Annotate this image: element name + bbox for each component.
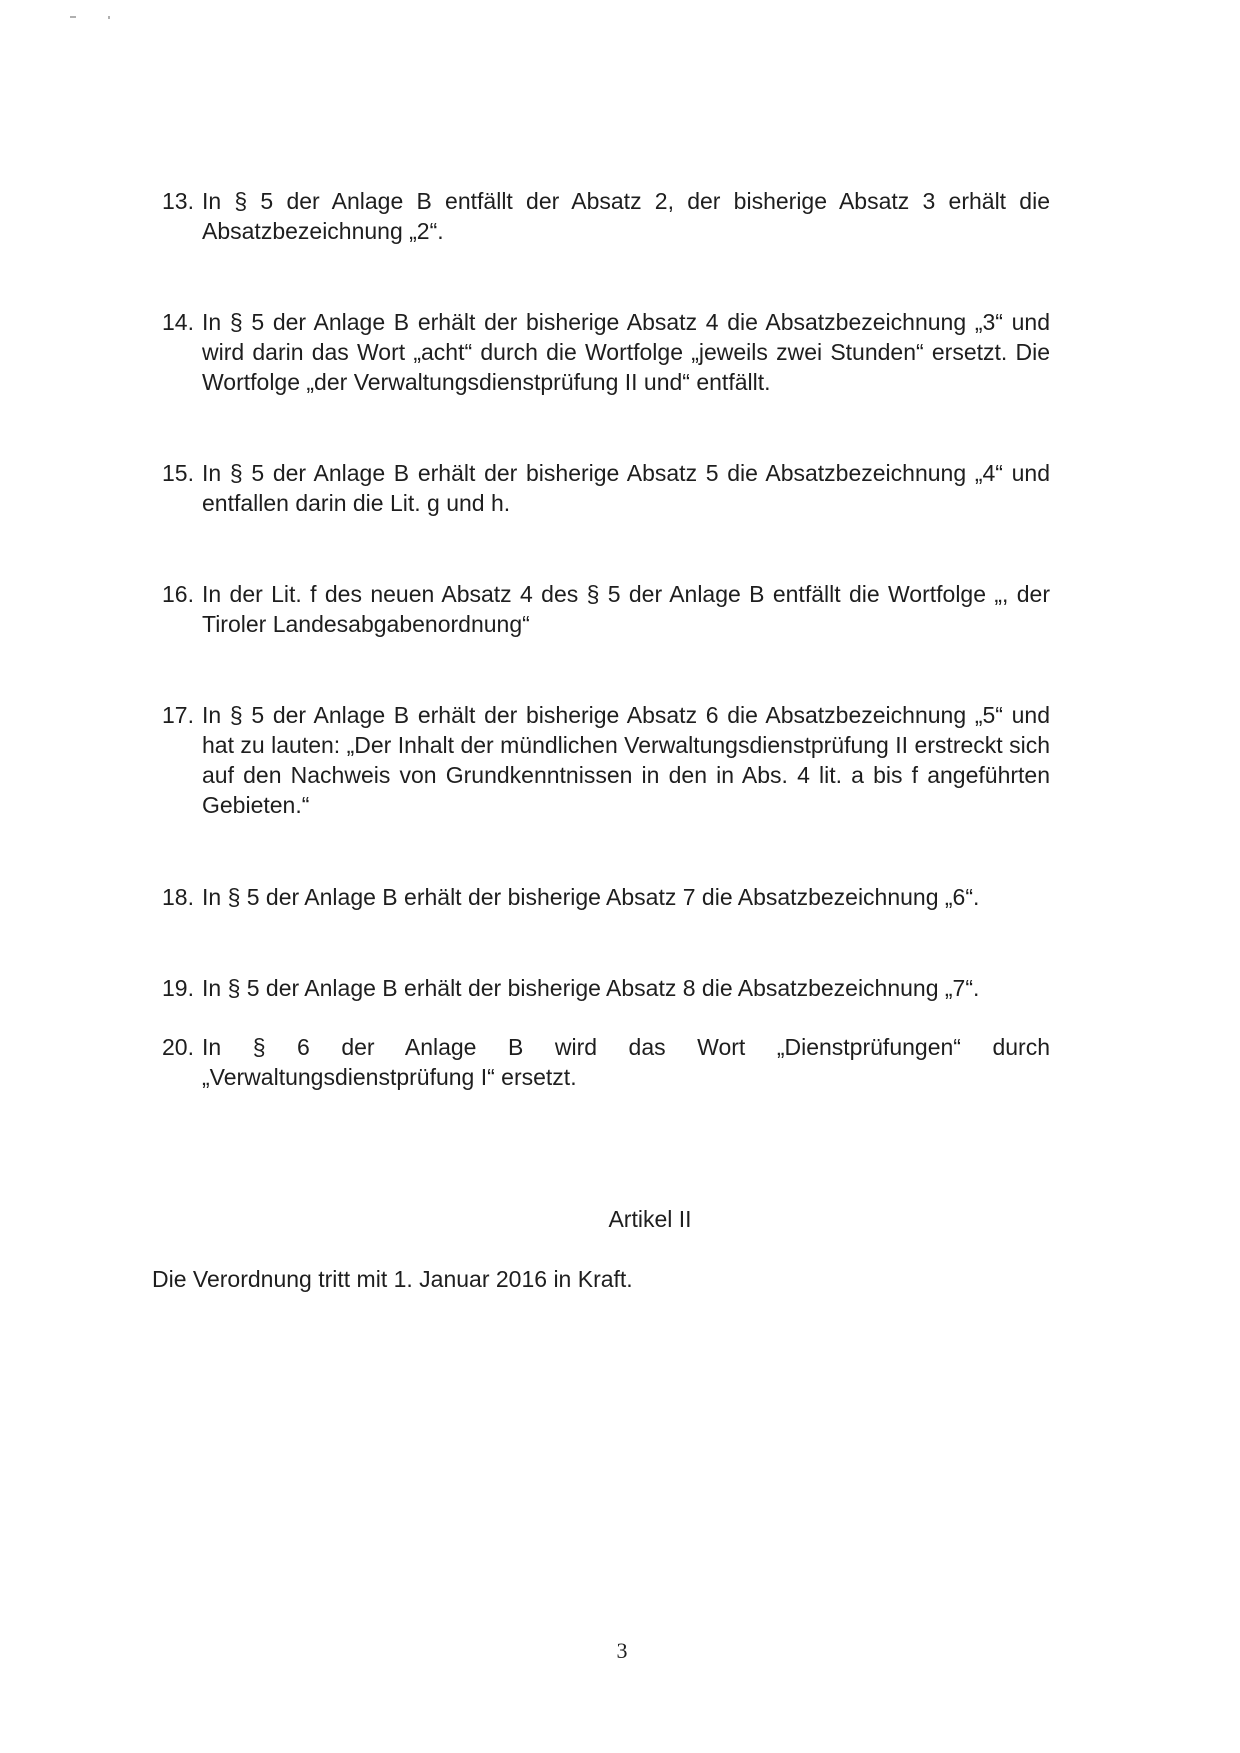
item-number: 20. <box>162 1034 194 1060</box>
list-item <box>162 973 1050 1003</box>
item-number: 15. <box>162 460 194 486</box>
item-number: 19. <box>162 975 194 1001</box>
item-text: In § 5 der Anlage B erhält der bisherige Absatz 8 die Absatzbezeichnung „7“. <box>202 975 980 1001</box>
item-text: In § 5 der Anlage B erhält der bisherige Absatz 4 die Absatzbezeichnung „3“ und wird darin das Wort „acht“ durch die Wortfolge „jeweils zwei Stunden“ ersetzt. Die Wortfolge „der Verwaltungsdienstprüfung II und“ entfällt. <box>202 309 1050 395</box>
closing-text: Die Verordnung tritt mit 1. Januar 2016 in Kraft. <box>152 1266 633 1292</box>
item-number: 14. <box>162 309 194 335</box>
scan-artifact <box>70 16 76 18</box>
item-number: 16. <box>162 581 194 607</box>
list-item <box>162 882 1050 912</box>
item-number: 17. <box>162 702 194 728</box>
item-number: 13. <box>162 188 194 214</box>
scan-artifact <box>108 16 110 19</box>
page-number: 3 <box>616 1638 628 1663</box>
item-text: In der Lit. f des neuen Absatz 4 des § 5 der Anlage B entfällt die Wortfolge „, der Tiroler Landesabgabenordnung“ <box>202 581 1050 637</box>
list-item <box>162 1032 1050 1092</box>
list-item <box>162 307 1050 397</box>
list-item <box>162 458 1050 518</box>
item-text: In § 5 der Anlage B erhält der bisherige Absatz 5 die Absatzbezeichnung „4“ und entfallen darin die Lit. g und h. <box>202 460 1050 516</box>
item-text: In § 5 der Anlage B entfällt der Absatz 2, der bisherige Absatz 3 erhält die Absatzbezeichnung „2“. <box>202 188 1050 244</box>
item-text: In § 6 der Anlage B wird das Wort „Dienstprüfungen“ durch „Verwaltungsdienstprüfung I“ ersetzt. <box>202 1034 1050 1090</box>
list-item <box>162 186 1050 246</box>
item-number: 18. <box>162 884 194 910</box>
item-text: In § 5 der Anlage B erhält der bisherige Absatz 6 die Absatzbezeichnung „5“ und hat zu lauten: „Der Inhalt der mündlichen Verwaltungsdienstprüfung II erstreckt sich auf den Nachweis von Grundkenntnissen in den in Abs. 4 lit. a bis f angeführten Gebieten.“ <box>202 702 1050 818</box>
list-item <box>162 579 1050 639</box>
list-item <box>162 700 1050 820</box>
item-text: In § 5 der Anlage B erhält der bisherige Absatz 7 die Absatzbezeichnung „6“. <box>202 884 980 910</box>
article-heading: Artikel II <box>608 1206 692 1232</box>
